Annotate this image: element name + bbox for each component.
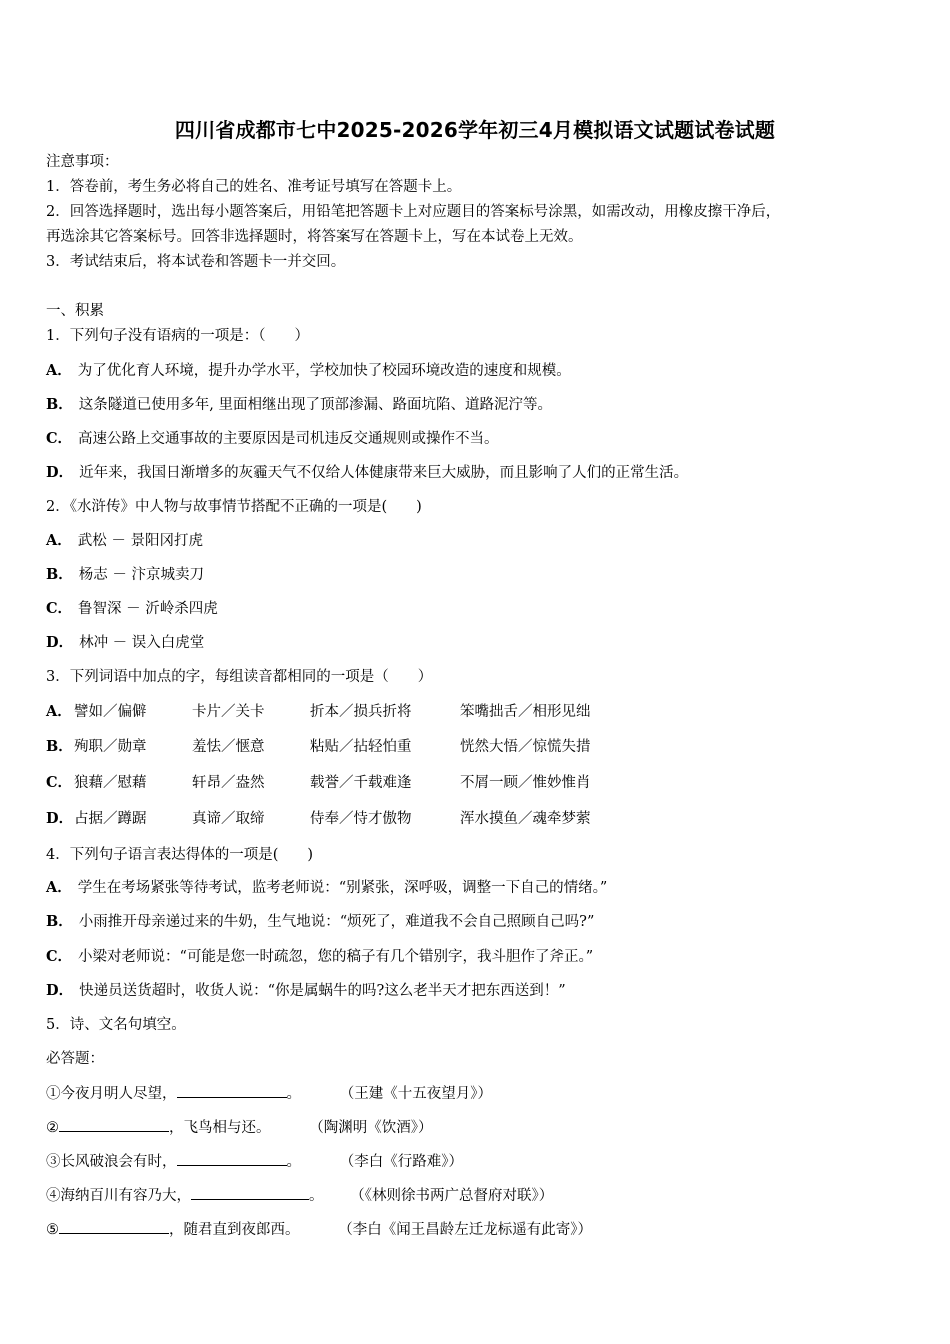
word-pair: 狼藉／慰藉: [74, 775, 147, 791]
option-text: 高速公路上交通事故的主要原因是司机违反交通规则或操作不当。: [78, 431, 499, 447]
option-row: [46, 913, 594, 931]
notice-item: 3．考试结束后，将本试卷和答题卡一并交回。: [46, 254, 346, 270]
word-pair: 粘贴／拈轻怕重: [310, 739, 412, 755]
item-after: 。: [286, 1154, 301, 1170]
answer-blank[interactable]: [177, 1151, 287, 1166]
item-before: 海纳百川有容乃大，: [60, 1188, 191, 1204]
sub-heading: 必答题：: [46, 1051, 104, 1067]
word-pair: 真谛／取缔: [192, 811, 265, 827]
option-key: D．: [46, 464, 74, 481]
option-key: B．: [46, 913, 73, 930]
option-row: [46, 362, 571, 380]
option-row: [46, 948, 593, 966]
option-key: A．: [46, 532, 72, 549]
option-text: 小雨推开母亲递过来的牛奶，生气地说：“烦死了，难道我不会自己照顾自己吗?”: [78, 914, 595, 930]
word-pair: 譬如／偏僻: [74, 704, 147, 720]
option-key: A．: [46, 703, 72, 720]
option-row: [46, 634, 204, 652]
option-text: 鲁智深 － 沂岭杀四虎: [78, 601, 218, 617]
option-text: 这条隧道已使用多年, 里面相继出现了顶部渗漏、路面坑陷、道路泥泞等。: [78, 397, 552, 413]
word-pair: 不屑一顾／惟妙惟肖: [460, 775, 591, 791]
option-row: [46, 879, 607, 897]
word-pair: 殉职／勋章: [74, 739, 147, 755]
option-key: D．: [46, 634, 74, 651]
answer-blank[interactable]: [177, 1083, 287, 1098]
question-stem-2: 2．《水浒传》中人物与故事情节搭配不正确的一项是( ): [46, 499, 422, 515]
item-after: ，随君直到夜郎西。: [169, 1222, 300, 1238]
item-source: （李白《闻王昌龄左迁龙标遥有此寄》）: [345, 1222, 592, 1238]
answer-blank[interactable]: [191, 1185, 309, 1200]
option-text: 学生在考场紧张等待考试，监考老师说：“别紧张，深呼吸，调整一下自己的情绪。”: [77, 880, 608, 896]
word-pair: 恍然大悟／惊慌失措: [460, 739, 591, 755]
option-row: [46, 982, 566, 1000]
fill-blank-item: [46, 1185, 553, 1205]
option-key: D．: [46, 810, 74, 827]
fill-blank-item: [46, 1219, 592, 1239]
item-source: （王建《十五夜望月》）: [347, 1086, 492, 1102]
option-key: D．: [46, 982, 74, 999]
answer-blank[interactable]: [59, 1219, 169, 1234]
word-pair: 占据／蹲踞: [74, 811, 147, 827]
word-pair: 载誉／千载难逢: [310, 775, 412, 791]
fill-blank-item: [46, 1083, 492, 1103]
option-row: [46, 738, 591, 756]
question-stem-1: 1．下列句子没有语病的一项是：（ ）: [46, 328, 309, 344]
item-source: （李白《行路难》）: [347, 1154, 463, 1170]
item-number: ①: [46, 1086, 61, 1102]
option-row: [46, 774, 591, 792]
option-key: C．: [46, 430, 73, 447]
option-text: 小梁对老师说：“可能是您一时疏忽，您的稿子有几个错别字，我斗胆作了斧正。”: [78, 949, 594, 965]
notice-item: 1．答卷前，考生务必将自己的姓名、准考证号填写在答题卡上。: [46, 179, 462, 195]
option-row: [46, 810, 591, 828]
option-text: 近年来，我国日渐增多的灰霾天气不仅给人体健康带来巨大威胁，而且影响了人们的正常生活。: [79, 465, 689, 481]
option-key: C．: [46, 600, 73, 617]
option-row: [46, 396, 552, 414]
question-stem-4: 4．下列句子语言表达得体的一项是( ): [46, 847, 314, 863]
fill-blank-item: [46, 1117, 433, 1137]
option-row: [46, 464, 688, 482]
item-after: 。: [286, 1086, 301, 1102]
item-source: （《林则徐书两广总督府对联》）: [357, 1188, 554, 1204]
word-pair: 折本／损兵折将: [310, 704, 412, 720]
notice-item: 2．回答选择题时，选出每小题答案后，用铅笔把答题卡上对应题目的答案标号涂黑，如需改动，用橡皮擦干净后，: [46, 204, 781, 220]
item-before: 长风破浪会有时，: [60, 1154, 177, 1170]
option-key: B．: [46, 566, 73, 583]
question-stem-3: 3．下列词语中加点的字，每组读音都相同的一项是（ ）: [46, 669, 433, 685]
word-pair: 侍奉／恃才傲物: [310, 811, 412, 827]
item-before: 今夜月明人尽望，: [60, 1086, 177, 1102]
word-pair: 羞怯／惬意: [192, 739, 265, 755]
option-key: A．: [46, 879, 72, 896]
item-after: 。: [309, 1188, 324, 1204]
option-key: A．: [46, 362, 72, 379]
item-source: （陶渊明《饮酒》）: [316, 1120, 433, 1136]
word-pair: 轩昂／盎然: [192, 775, 265, 791]
item-number: ②: [46, 1120, 59, 1136]
notice-item: 再选涂其它答案标号。回答非选择题时，将答案写在答题卡上，写在本试卷上无效。: [46, 229, 583, 245]
option-text: 林冲 － 误入白虎堂: [79, 635, 205, 651]
option-text: 为了优化育人环境，提升办学水平，学校加快了校园环境改造的速度和规模。: [77, 363, 571, 379]
item-number: ④: [46, 1188, 61, 1204]
option-text: 快递员送货超时，收货人说：“你是属蜗牛的吗?这么老半天才把东西送到！”: [79, 983, 566, 999]
item-after: ，飞鸟相与还。: [169, 1120, 271, 1136]
item-number: ⑤: [46, 1222, 59, 1238]
section-heading: 一、积累: [46, 303, 104, 319]
answer-blank[interactable]: [59, 1117, 169, 1132]
option-row: [46, 430, 499, 448]
notice-heading: 注意事项：: [46, 154, 119, 170]
option-text: 杨志 － 汴京城卖刀: [78, 567, 204, 583]
option-row: [46, 532, 203, 550]
option-row: [46, 566, 204, 584]
item-number: ③: [46, 1154, 61, 1170]
option-key: B．: [46, 738, 73, 755]
word-pair: 浑水摸鱼／魂牵梦萦: [460, 811, 591, 827]
option-row: [46, 600, 218, 618]
fill-blank-item: [46, 1151, 463, 1171]
option-key: C．: [46, 774, 73, 791]
option-row: [46, 703, 591, 721]
word-pair: 笨嘴拙舌／相形见绌: [460, 704, 591, 720]
option-text: 武松 － 景阳冈打虎: [77, 533, 203, 549]
option-key: B．: [46, 396, 73, 413]
option-key: C．: [46, 948, 73, 965]
page-title: 四川省成都市七中2025-2026学年初三4月模拟语文试题试卷试题: [174, 118, 776, 142]
word-pair: 卡片／关卡: [192, 704, 265, 720]
question-stem-5: 5．诗、文名句填空。: [46, 1017, 186, 1033]
